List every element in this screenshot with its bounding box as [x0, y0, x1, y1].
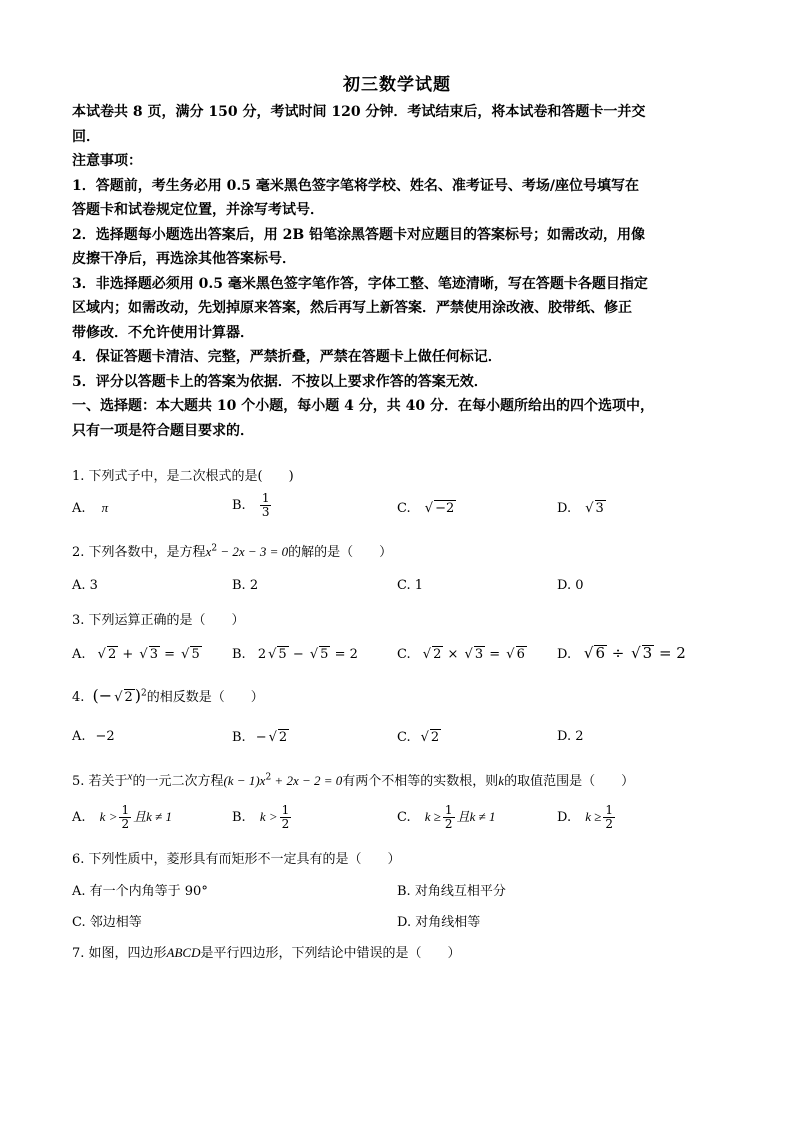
q6-option-d: D. 对角线相等	[397, 915, 481, 930]
intro-line: 回．	[72, 128, 100, 145]
note-line: 4．保证答题卡清洁、完整，严禁折叠，严禁在答题卡上做任何标记．	[72, 349, 502, 365]
q3-option-c: C. √ 2 × √ 3 = √ 6	[397, 647, 525, 662]
intro-line: 本试卷共 8 页，满分 150 分，考试时间 120 分钟．考试结束后，将本试卷和答题卡一并交	[72, 104, 646, 120]
q4-option-a: A. −2	[72, 729, 115, 744]
q5-option-d: D. k ≥ $\frac{1}{2}$	[557, 803, 614, 831]
q1-option-a: A. π	[72, 500, 109, 516]
q2-option-d: D. 0	[557, 578, 584, 593]
q4-option-d: D. 2	[557, 729, 584, 744]
q3-option-d: D. √ 6 ÷ √ 3 = 2	[557, 644, 686, 662]
question-6-stem: 6. 下列性质中，菱形具有而矩形不一定具有的是（ ）	[72, 852, 401, 867]
question-1-stem: 1. 下列式子中，是二次根式的是( )	[72, 469, 294, 484]
q5-option-a: A. k > $\frac{1}{2}$ 且k ≠ 1	[72, 803, 173, 831]
q5-option-b: B. k > $\frac{1}{2}$	[232, 803, 290, 831]
notes-heading: 注意事项：	[72, 153, 142, 169]
instructions	[72, 100, 722, 443]
q4-option-b: B. − √ 2	[232, 730, 288, 745]
note-line: 5．评分以答题卡上的答案为依据．不按以上要求作答的答案无效．	[72, 373, 488, 390]
section-heading: 一、选择题：本大题共 10 个小题，每小题 4 分，共 40 分．在每小题所给出的四个选项中，	[72, 398, 654, 414]
note-line: 皮擦干净后，再选涂其他答案标号．	[72, 251, 296, 267]
fraction: $\frac{1}{3}$	[261, 491, 270, 519]
q1-option-d: D. √ 3	[557, 501, 604, 516]
q2-option-b: B. 2	[232, 578, 259, 593]
question-5-stem: 5. 若关于$^x$的一元二次方程$(k - 1)x^2 + 2x - 2 = 0$有两个不相等的实数根，则k的取值范围是（ ）	[72, 770, 635, 789]
question-3-stem: 3. 下列运算正确的是（ ）	[72, 613, 245, 628]
q2-option-a: A. 3	[72, 578, 98, 593]
q1-option-b: B. $\frac{1}{3}$	[232, 491, 270, 519]
note-line: 1．答题前，考生务必用 0.5 毫米黑色签字笔将学校、姓名、准考证号、考场/座位号填写在	[72, 177, 639, 194]
note-line: 带修改．不允许使用计算器．	[72, 324, 254, 341]
question-2-stem: 2. 下列各数中，是方程$x^2 - 2x - 3 = 0$的解的是（ ）	[72, 543, 393, 560]
q6-option-c: C. 邻边相等	[72, 915, 142, 930]
q3-option-a: A. √ 2 + √ 3 = √ 5	[72, 647, 200, 662]
q2-option-c: C. 1	[397, 578, 424, 593]
question-7-stem: 7. 如图，四边形ABCD是平行四边形，下列结论中错误的是（ ）	[72, 945, 461, 961]
note-line: 2．选择题每小题选出答案后，用 2B 铅笔涂黑答题卡对应题目的答案标号；如需改动，用像	[72, 226, 646, 243]
question-4-stem: 4. (− √ 2 )$^2$的相反数是（ ）	[72, 686, 264, 705]
note-line: 区域内；如需改动，先划掉原来答案，然后再写上新答案．严禁使用涂改液、胶带纸、修正	[72, 300, 632, 316]
q5-option-c: C. k ≥ $\frac{1}{2}$ 且k ≠ 1	[397, 803, 496, 831]
q6-option-a: A. 有一个内角等于 90°	[72, 884, 208, 899]
q1-option-c: C. √ −2	[397, 501, 455, 516]
note-line: 3．非选择题必须用 0.5 毫米黑色签字笔作答，字体工整、笔迹清晰，写在答题卡各题目指定	[72, 275, 648, 292]
q3-option-b: B. 2 √ 5 − √ 5 = 2	[232, 647, 358, 662]
q4-option-c: C. √ 2	[397, 730, 440, 745]
page-title: 初三数学试题	[343, 75, 451, 95]
q6-option-b: B. 对角线互相平分	[397, 884, 506, 899]
note-line: 答题卡和试卷规定位置，并涂写考试号．	[72, 202, 324, 218]
section-heading: 只有一项是符合题目要求的．	[72, 422, 254, 439]
